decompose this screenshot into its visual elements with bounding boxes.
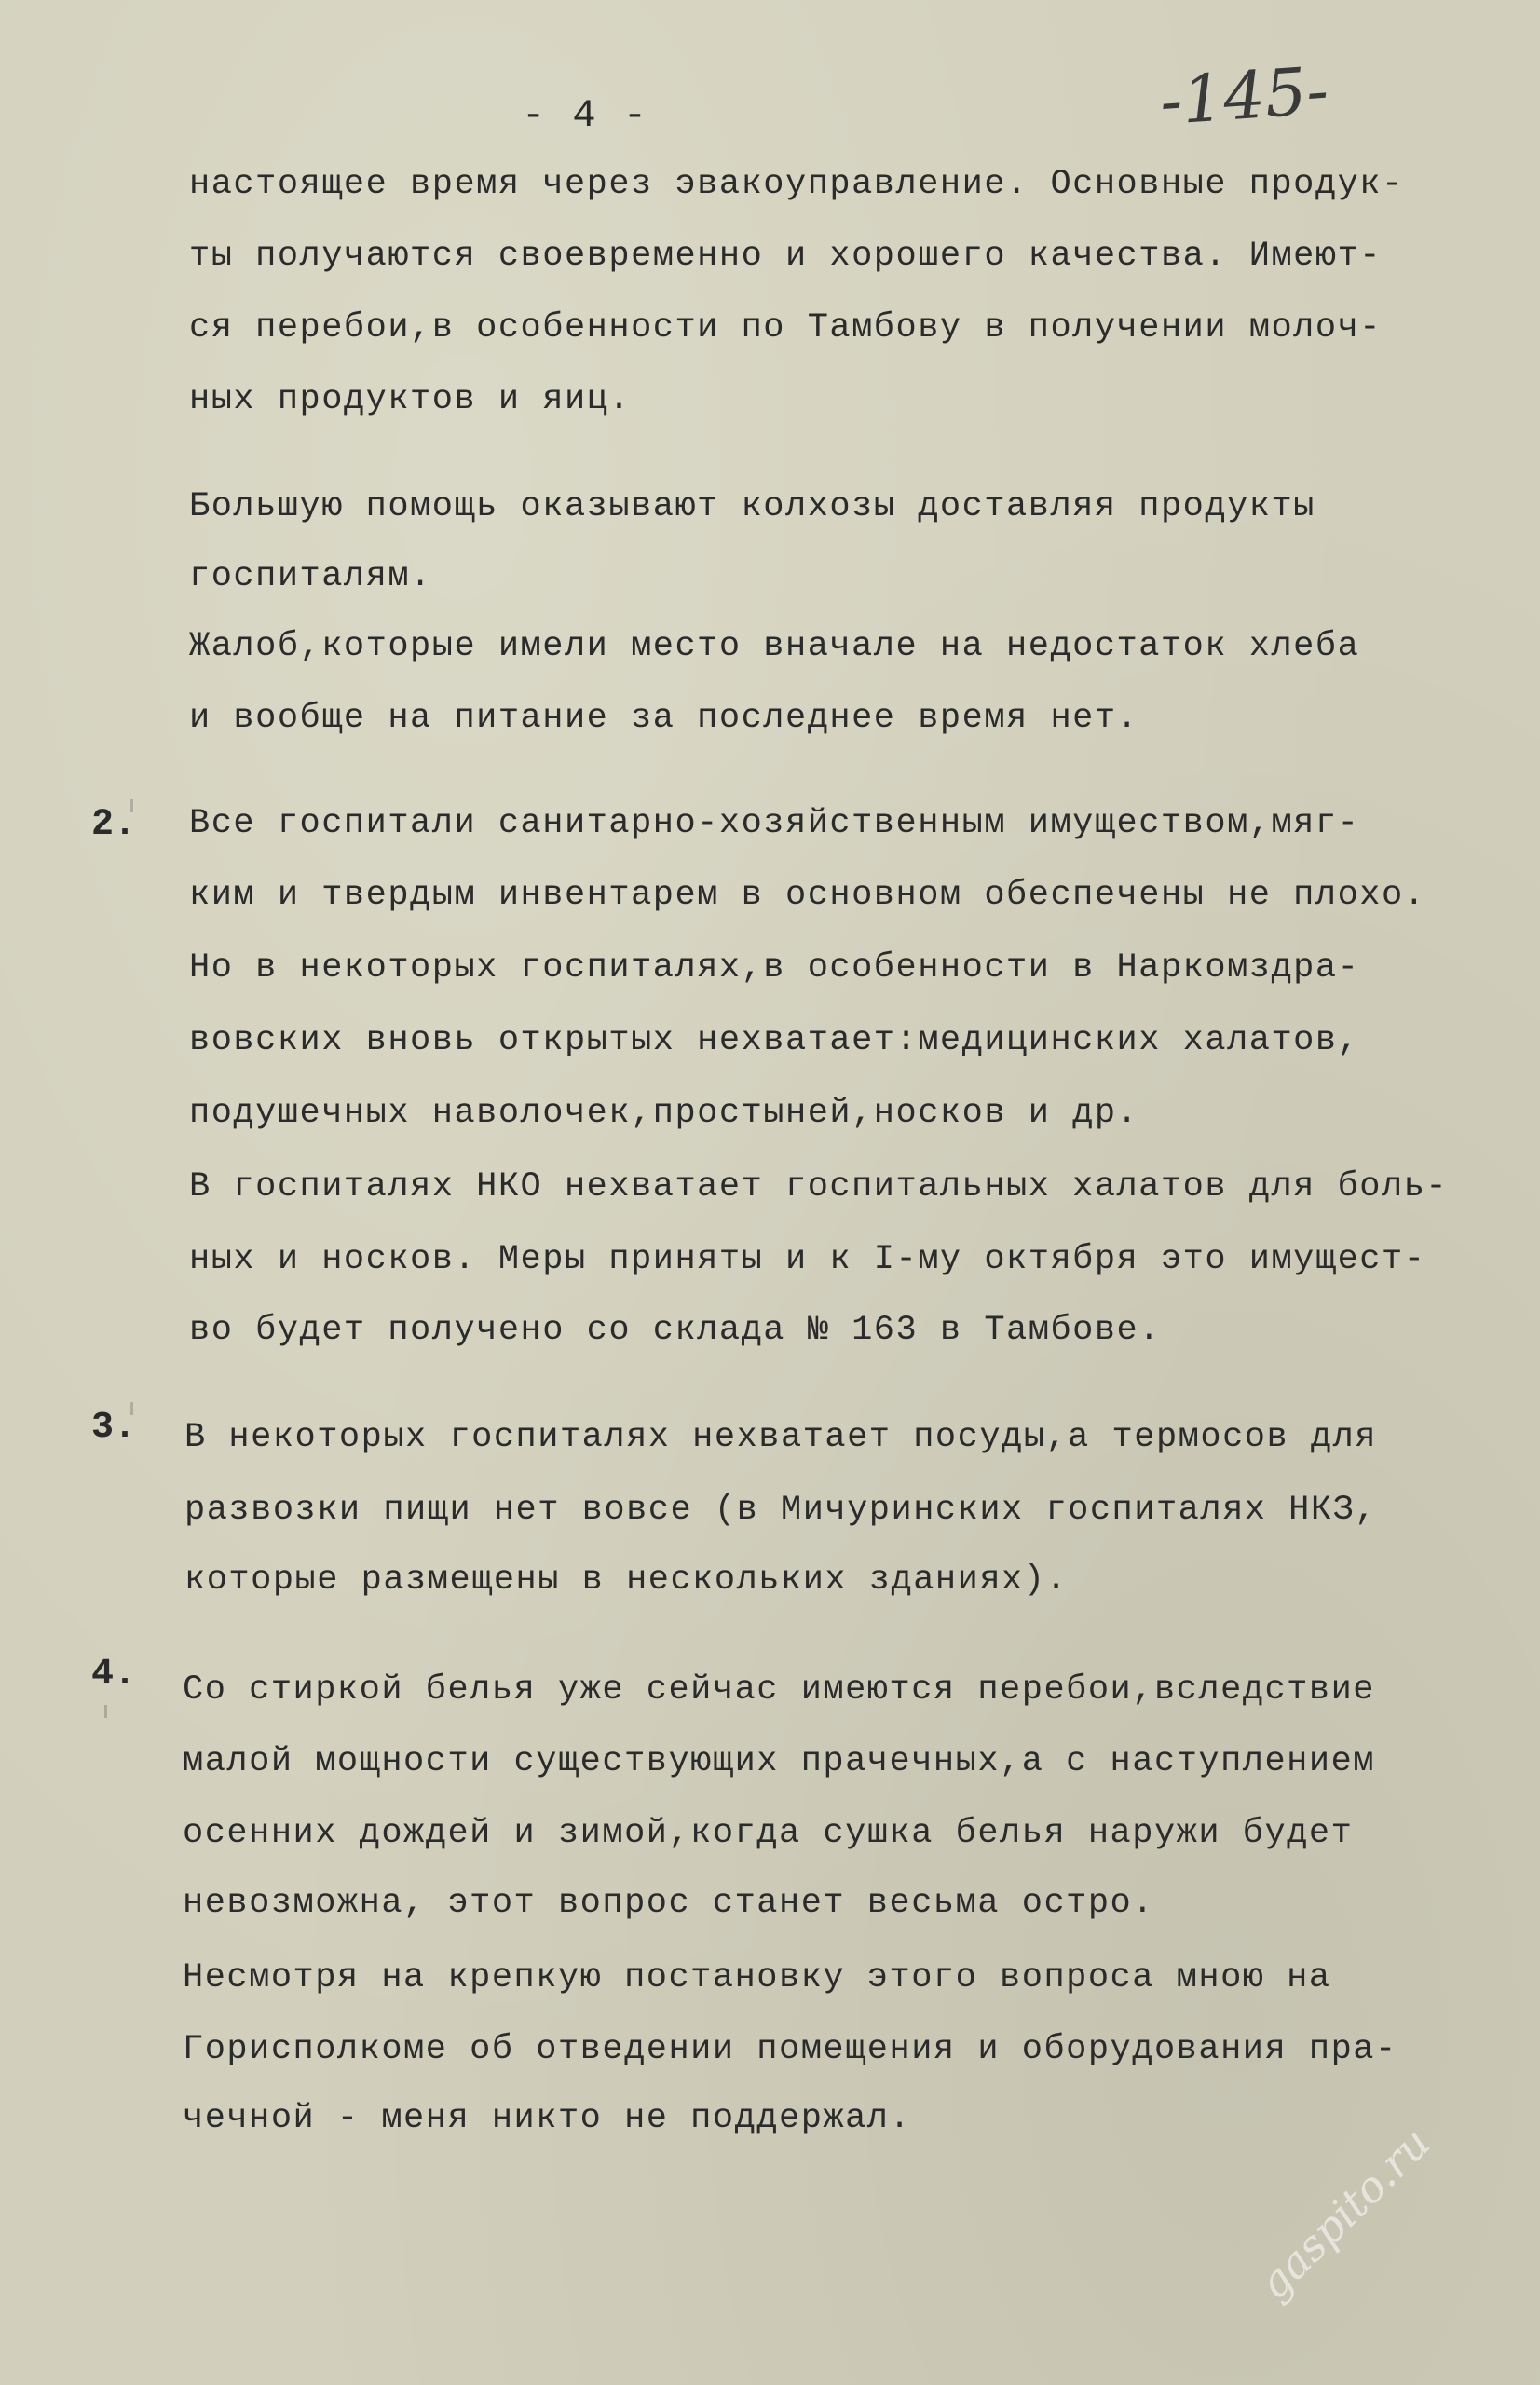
text-line: Со стиркой белья уже сейчас имеются перебои,вследствие: [183, 1670, 1375, 1710]
handwritten-folio-number: -145-: [1157, 51, 1331, 141]
text-line: ты получаются своевременно и хорошего качества. Имеют-: [189, 237, 1382, 276]
text-line: вовских вновь открытых нехватает:медицинских халатов,: [189, 1021, 1360, 1060]
text-line: Несмотря на крепкую постановку этого вопроса мною на: [183, 1958, 1331, 1997]
text-line: подушечных наволочек,простыней,носков и др.: [189, 1094, 1139, 1133]
text-line: во будет получено со склада № 163 в Тамбове.: [189, 1311, 1161, 1350]
text-line: развозки пищи нет вовсе (в Мичуринских госпиталях НКЗ,: [184, 1491, 1377, 1530]
page-number: - 4 -: [522, 93, 649, 138]
text-line: госпиталям.: [189, 557, 432, 596]
text-line: Все госпитали санитарно-хозяйственным имуществом,мяг-: [189, 804, 1360, 843]
watermark: gaspito.ru: [1248, 2117, 1440, 2310]
section-number-3: 3.: [91, 1407, 137, 1449]
margin-mark: [130, 799, 133, 812]
text-line: ся перебои,в особенности по Тамбову в получении молоч-: [189, 308, 1382, 348]
section-number-4: 4.: [91, 1654, 137, 1696]
text-line: и вообще на питание за последнее время нет.: [189, 699, 1139, 738]
text-line: ким и твердым инвентарем в основном обеспечены не плохо.: [189, 876, 1426, 915]
text-line: Большую помощь оказывают колхозы доставляя продукты: [189, 487, 1315, 526]
text-line: малой мощности существующих прачечных,а с наступлением: [183, 1742, 1375, 1781]
text-line: чечной - меня никто не поддержал.: [183, 2099, 912, 2138]
text-line: невозможна, этот вопрос станет весьма остро.: [183, 1884, 1154, 1923]
text-line: Жалоб,которые имели место вначале на недостаток хлеба: [189, 627, 1360, 666]
margin-mark: [104, 1705, 107, 1718]
text-line: В госпиталях НКО нехватает госпитальных халатов для боль-: [189, 1167, 1449, 1206]
margin-mark: [130, 1402, 133, 1415]
text-line: настоящее время через эвакоуправление. Основные продук-: [189, 165, 1404, 204]
text-line: Горисполкоме об отведении помещения и оборудования пра-: [183, 2030, 1397, 2069]
section-number-2: 2.: [91, 804, 137, 846]
text-line: которые размещены в нескольких зданиях).: [184, 1560, 1069, 1600]
text-line: ных и носков. Меры приняты и к I-му октября это имущест-: [189, 1240, 1426, 1279]
text-line: осенних дождей и зимой,когда сушка белья наружи будет: [183, 1814, 1354, 1853]
text-line: Но в некоторых госпиталях,в особенности в Наркомздра-: [189, 948, 1360, 988]
text-line: ных продуктов и яиц.: [189, 380, 632, 419]
text-line: В некоторых госпиталях нехватает посуды,а термосов для: [184, 1418, 1377, 1457]
